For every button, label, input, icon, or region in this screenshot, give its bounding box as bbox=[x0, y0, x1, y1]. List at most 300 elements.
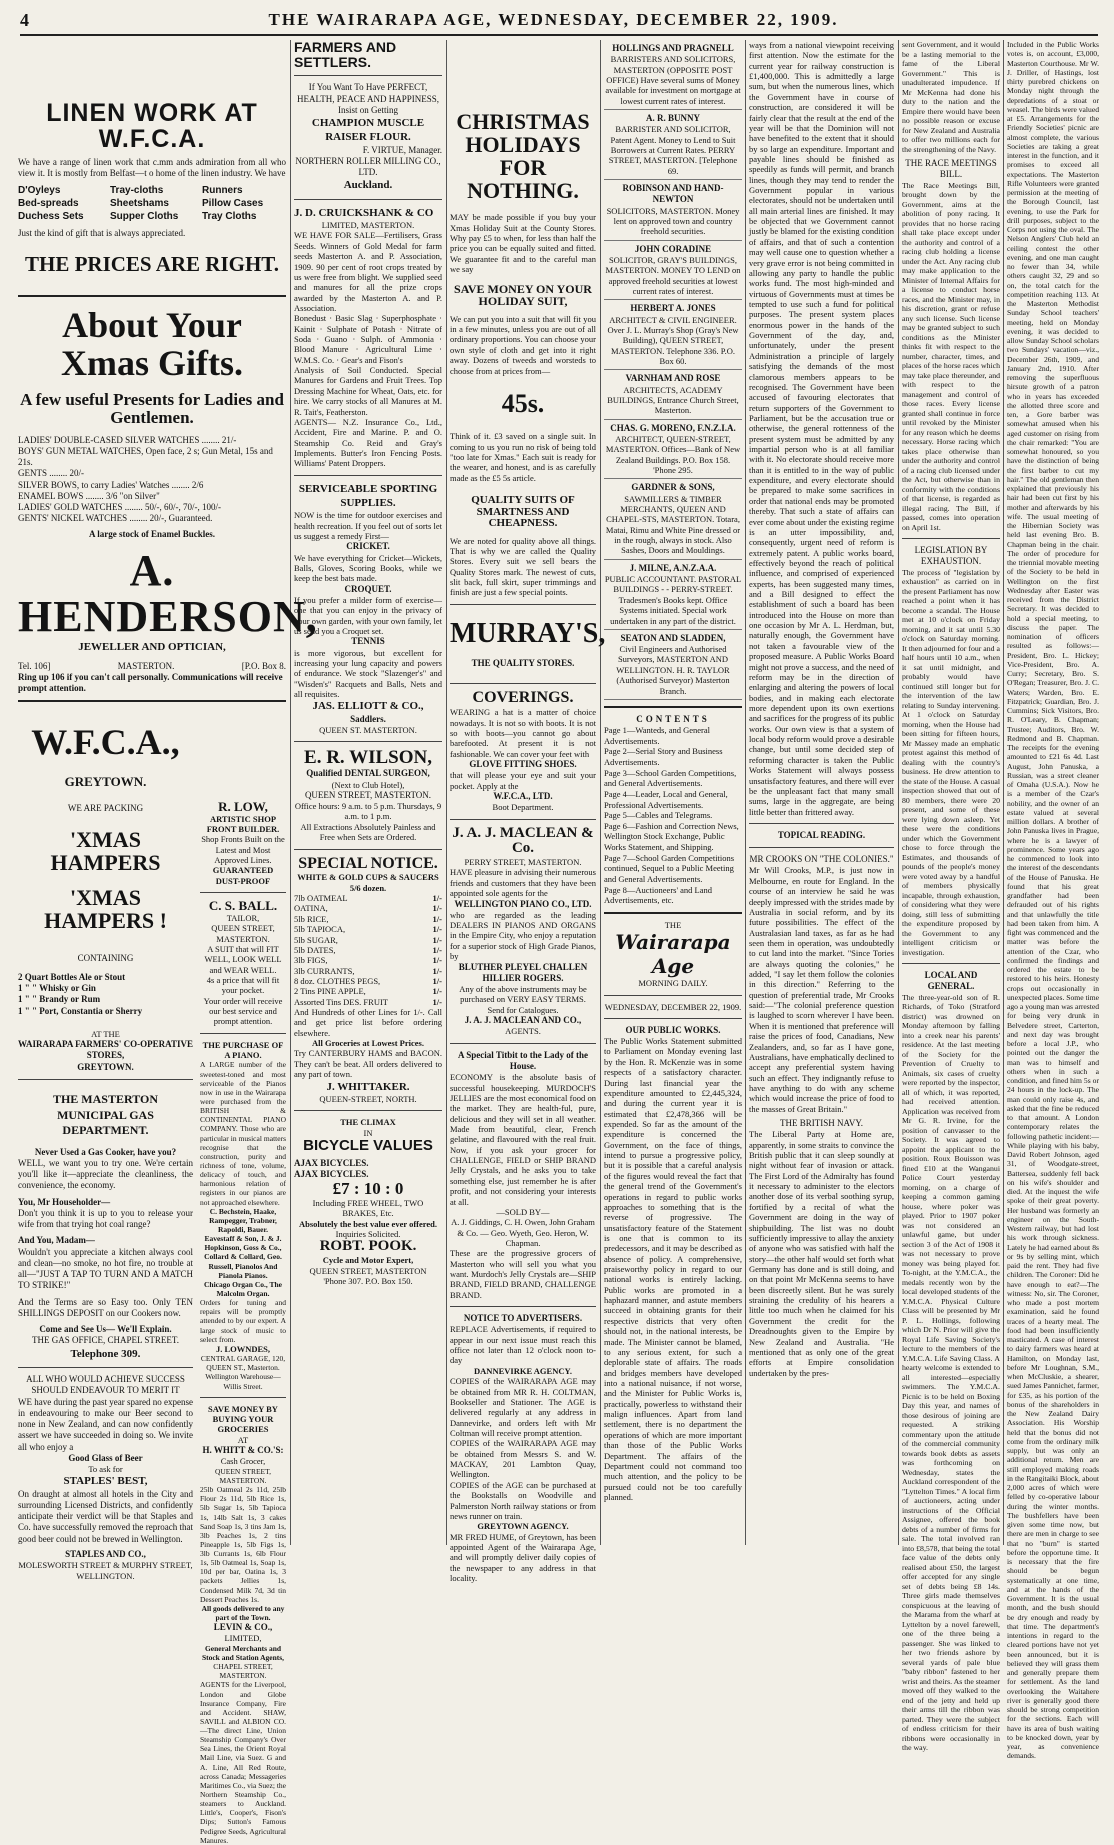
whitt-at: AT bbox=[237, 1434, 249, 1445]
topical: TOPICAL READING. bbox=[777, 829, 866, 840]
special-item-price: 1/- bbox=[432, 955, 442, 966]
sport-tennis-p: is more vigorous, but excellent for increasing your lung capacity and powers of endurance. We stock "Slazenger's" and "Wisden's" Racquets and Balls, Nets and all requisites. bbox=[294, 647, 442, 700]
special-item-name: 3lb FIGS, bbox=[294, 955, 328, 966]
ball-price: 4s a price that will fit your pocket. bbox=[206, 974, 280, 996]
special-item-name: 5lb RICE, bbox=[294, 913, 329, 924]
card-name: ROBINSON AND HAND-NEWTON bbox=[622, 183, 724, 205]
leader-cont: ways from a national viewpoint receiving first attention. Now the estimate for the current year for railway construction is £1,400,000. This is admittedly a large sum, but when the numerous lines, which the Government have in course of construction, are considered it will be fairly clear that the result at the end of the year will be that the Dominion will not have benefited to the extent that it should by so large an expenditure. Important and payable lines should be finished as speedily as funds will permit, and branch lines, though they may tend to render the Government popular in various electorates, should not be undertaken until all main arterial lines are finished. It may be objected that we Government cannot justly be blamed for the existing condition of affairs, and that of such a contention may well cause one to question whether a very grave error is not being committed in allowing any party to handle the public works fund. The most high-minded and virtuous of Governments must at times be tempted to use such a fund for political purposes. The present system places enormous power in the hands of the Government of the day, and, unfortunately, under the present Administration a principle of largely satisfying the demands of the most clamorous members appears to be recognised. The Government have been accused of favouring electorates that return supporters of the Government to Parliament, but be the accusation true or otherwise, the general rottenness of the present system must be admitted by any impartial person who is at all familiar with it. No electorate should receive more than it is entitled to in the way of public expenditure, and every electorate should be prepared to make some sacrifices in order that national ends may be promoted thereby. That such a state of affairs can ever come about under the existing regime is an utter impossibility, and, consequently, urgent need of reform is extremely patent. A public works board, effectively beyond the reach of political influence, and comprised of experienced experts, has been suggested many times, and a Bill designed to effect the establishment of such a board has been introduced into the House on more than one occasion by Mr A. L. Herdman, but, naturally enough, the Government have not taken a favourable view of the proposed measure. A Public Works Board might not prove a success, and the need of reform may be in the direction of enlarging and altering the powers of local bodies, and in making each electorate more dependent upon its own exertions and sacrifices for the progress of its public works. Our own view is that a system of local body reform would prove a desirable change, but until some decided step of reforming character is taken the Public Works Statement will always possess unsatisfactory features, and there will ever be the unpleasant fact that many small sums, large in the aggregate, are being little better than frittered away. bbox=[749, 40, 894, 817]
murray-name: MURRAY'S, bbox=[450, 617, 606, 649]
wfca-full: WAIRARAPA FARMERS' CO-OPERATIVE STORES, bbox=[18, 1039, 194, 1061]
quality-title: QUALITY SUITS OF SMARTNESS AND CHEAPNESS. bbox=[471, 493, 575, 530]
gas-p3: Wouldn't you appreciate a kitchen always cool and clean—no smoke, no hot fire, no trouble at all—"JUST A TAP TO TURN AND A MATCH TO STRIKE!" bbox=[18, 1246, 193, 1291]
notice-title: NOTICE TO ADVERTISERS. bbox=[463, 1313, 583, 1324]
tit-sellers: A. J. Giddings, C. H. Owen, John Graham & Co. — Geo. Wyeth, Geo. Heron, W. Chapman. bbox=[451, 1217, 595, 1248]
farmers-mill: NORTHERN ROLLER MILLING CO., LTD. bbox=[295, 155, 441, 178]
gas-p4: And the Terms are so Easy too. Only TEN SHILLINGS DEPOSIT on our Cookers now. bbox=[18, 1296, 193, 1318]
special-item bbox=[294, 955, 442, 965]
agents: AGENTS. bbox=[505, 1026, 541, 1037]
professional-card bbox=[604, 482, 742, 559]
contents-item: Page 3—School Garden Competitions, and General Advertisements. bbox=[604, 767, 737, 789]
wairarapa-p: COPIES of the WAIRARAPA AGE may be obtained from Messrs S. and W. MACKAY, 201 Lambton Quay, Wellington. bbox=[450, 1438, 596, 1480]
danne: DANNEVIRKE AGENCY. bbox=[474, 1365, 572, 1376]
paper-the: THE bbox=[664, 919, 682, 930]
farmers-flour: CHAMPION MUSCLE RAISER FLOUR. bbox=[311, 117, 425, 144]
special-item bbox=[294, 945, 442, 955]
local-title: LOCAL AND GENERAL. bbox=[924, 970, 978, 992]
wfca-name: W.F.C.A., bbox=[31, 722, 180, 763]
sport-cricket: CRICKET. bbox=[346, 541, 390, 552]
linen-item: Pillow Cases bbox=[202, 198, 264, 209]
special-item-name: Assorted Tins DES. FRUIT bbox=[294, 996, 388, 1007]
card-name: J. MILNE, A.N.Z.A.A. bbox=[629, 562, 717, 573]
gas-madam: And You, Madam— bbox=[18, 1235, 95, 1246]
ball-p: A SUIT that will FIT WELL, LOOK WELL and WEAR WELL. bbox=[204, 943, 282, 975]
tit-p2: These are the progressive grocers of Masterton who will sell you what you want. Murdoch's Jelly Crystals are—SHIP BRAND, FIELD BRAND, CHALLENGE BRAND. bbox=[450, 1248, 596, 1300]
column-rule bbox=[600, 40, 601, 1545]
levin-name: LEVIN & CO., bbox=[213, 1622, 273, 1633]
grey: GREYTOWN AGENCY. bbox=[477, 1521, 569, 1532]
grey-p: MR FRED HUME, of Greytown, has been appointed Agent of the Wairarapa Age, and will promptly deliver daily copies of the newspaper to any address in that locality. bbox=[450, 1531, 596, 1584]
column-rule bbox=[290, 40, 291, 1545]
sport-co: JAS. ELLIOTT & CO., bbox=[312, 700, 424, 713]
cruick-agents: AGENTS— N.Z. Insurance Co., Ltd., Accident, Fire and Marine. P. and O. Steamship Co. Reid and Gray's Implements. Butter's Iron Fencing Posts. Williams' Patent Droppers. bbox=[294, 416, 442, 469]
professional-card bbox=[604, 633, 742, 700]
levin-ltd: LIMITED, bbox=[224, 1633, 262, 1644]
levin-addr: CHAPEL STREET, MASTERTON. bbox=[213, 1662, 273, 1681]
professional-card bbox=[604, 373, 742, 419]
gas-you: You, Mr Householder— bbox=[18, 1196, 111, 1207]
staples-p2: On draught at almost all hotels in the City and surrounding Licensed Districts, and confidently anticipate their verdict will be that Staples and Co. have successfully removed the reproach that good beer could not be brewed in Wellington. bbox=[18, 1488, 193, 1544]
page-number: 4 bbox=[20, 9, 29, 30]
special-sub: WHITE & GOLD CUPS & SAUCERS 5/6 dozen. bbox=[297, 872, 439, 893]
card-body: SOLICITOR, GRAY'S BUILDINGS, MASTERTON. MONEY TO LEND on approved freehold securities at lowest current rates of interest. bbox=[605, 254, 741, 296]
column-7 bbox=[1007, 40, 1100, 1761]
whitt-sub: Cash Grocer, bbox=[220, 1456, 266, 1467]
whitt-del: All goods delivered to any part of the Town. bbox=[201, 1603, 285, 1623]
professional-card bbox=[604, 563, 742, 630]
low-dust: GUARANTEED DUST-PROOF bbox=[212, 865, 274, 886]
leader-p1: The Public Works Statement submitted to Parliament on Monday evening last by the Hon. R. McKenzie was in some respects of a satisfactory character. During last financial year the expenditure amounted to £2,445,324, and during the current year it is estimated that £2,478,366 will be expended. So far as the amount of the expenditure is concerned the Government, on the face of things, intend to pursue a progressive policy, but it is possible that a careful analysis of the figures would reveal the fact that the general trend of the Government's operations in regard to public works approaches to something that is the reverse of progressive. The unsatisfactory feature of the Statement is one that is common to its predecessors, and it may be described as absence of policy. A comprehensive, praiseworthy policy in regard to our national works is entirely lacking. Public works are promoted in a haphazard manner, and astute members succeed in obtaining grants for their respective districts that very often should not, in the national interests, be made. The Minister cannot be blamed, to any serious extent, for such a deplorable state of affairs. The roads and bridges members have developed into a national nuisance, if not worse, and the Minister for Public Works is, practically, powerless to withstand their malign influences. Apart from land settlement, there is no department the operations of which are more important than those of the Public Works Department. The affairs of the Department could not command too much attention, and the policy to be pursued could not be too carefully planned. bbox=[604, 1036, 742, 1502]
card-body: ARCHITECT, QUEEN-STREET, MASTERTON. Offices—Bank of New Zealand Buildings. P.O. Box 158. 'Phone 295. bbox=[605, 433, 741, 476]
maclean: J. A. J. MACLEAN & Co. bbox=[452, 824, 594, 857]
special-item-name: 5lb TAPIOCA, bbox=[294, 924, 346, 935]
special-item-name: 8 doz. CLOTHES PEGS, bbox=[294, 975, 381, 986]
ball-addr: QUEEN STREET, MASTERTON. bbox=[211, 923, 275, 944]
ball-name: C. S. BALL. bbox=[208, 898, 278, 914]
staples-ask: To ask for bbox=[88, 1464, 123, 1474]
special-item-price: 1/- bbox=[432, 965, 442, 976]
special-item bbox=[294, 976, 442, 986]
pook-phone: 'Phone 307. P.O. Box 150. bbox=[323, 1275, 413, 1286]
contents-item: Page 4—Leader, Local and General, Professional Advertisements. bbox=[604, 788, 728, 810]
linen-item: Runners bbox=[202, 185, 243, 196]
column-3 bbox=[450, 40, 606, 1584]
special-p: And Hundreds of other Lines for 1/-. Call and get price list before ordering elsewhere. bbox=[294, 1007, 442, 1038]
cover-p: WEARING a hat is a matter of choice nowadays. It is not so with boots. It is not so with boots—you cannot go about barefooted. At present it is not fashionable. We can cover your feet with bbox=[450, 707, 596, 759]
farmers-insist: Insist on Getting bbox=[338, 104, 398, 115]
henderson-contact bbox=[18, 661, 286, 672]
copies-p: COPIES of the AGE can be purchased at the Bookstalls on Woodville and Palmerston North railway stations or from news runner on train. bbox=[450, 1479, 596, 1521]
glove: GLOVE FITTING SHOES. bbox=[469, 759, 577, 769]
price: 45s. bbox=[501, 388, 545, 418]
gas-tel: Telephone 309. bbox=[70, 1347, 141, 1360]
sport-p: NOW is the time for outdoor exercises and health recreation. If you feel out of sorts let us suggest a remedy First— bbox=[294, 510, 442, 541]
linen-prices: THE PRICES ARE RIGHT. bbox=[25, 252, 279, 277]
linen-item: Tray-cloths bbox=[110, 185, 164, 196]
card-body: PUBLIC ACCOUNTANT. PASTORAL BUILDINGS - - PERRY-STREET. Tradesmen's Books kept. Office Systems initiated. Special work undertaken in any part of the district. bbox=[604, 574, 742, 626]
ajax-best: Absolutely the best value ever offered. bbox=[298, 1218, 438, 1229]
whitt-addr: QUEEN STREET, MASTERTON. bbox=[214, 1466, 272, 1485]
piano-list: C. Bechstein, Haake, Rampegger, Trabner, Rapoldi, Bauer. bbox=[209, 1206, 277, 1234]
card-body: BARRISTER AND SOLICITOR, Patent Agent. Money to Lend to Suit Borrowers at Current Rates. PERRY STREET, MASTERTON. [Telephone 69. bbox=[608, 124, 738, 176]
think-p: Think of it. £3 saved on a single suit. In coming to us you run no risk of being told "too late for Xmas." Each suit is ready for the wearer, and honest, and is as carefully made as the £5 5s article. bbox=[450, 431, 596, 483]
special-item bbox=[294, 893, 442, 903]
special-item bbox=[294, 966, 442, 976]
wilson-next: (Next to Club Hotel), bbox=[331, 779, 405, 790]
column-6 bbox=[902, 40, 1000, 1752]
linen-intro: We have a range of linen work that c.mm ands admiration from all who view it. It is mostly from Belfast—t o home of the linen industry. We have bbox=[18, 156, 286, 178]
pook-addr: QUEEN STREET, MASTERTON bbox=[309, 1265, 427, 1276]
hamper-items bbox=[18, 972, 193, 1017]
special-item-price: 1/- bbox=[432, 903, 442, 914]
special-list bbox=[294, 893, 442, 1007]
special-item-price: 1/- bbox=[432, 893, 442, 904]
pook: ROBT. POOK. bbox=[319, 1238, 417, 1255]
contents-item: Page 8—Auctioneers' and Land Advertisements, etc. bbox=[604, 884, 712, 906]
leg-title: LEGISLATION BY EXHAUSTION. bbox=[914, 545, 988, 567]
gift-item: GENTS ........ 20/- bbox=[18, 468, 84, 479]
column-4 bbox=[604, 40, 742, 1545]
special-item bbox=[294, 924, 442, 934]
whitt-name: H. WHITT & CO.'S: bbox=[202, 1445, 284, 1456]
gift-item: LADIES' DOUBLE-CASED SILVER WATCHES ........ 21/- bbox=[18, 434, 237, 445]
special-groc: All Groceries at Lowest Prices. bbox=[312, 1038, 424, 1049]
tit-title: A Special Titbit to the Lady of the House. bbox=[458, 1049, 588, 1071]
ajax-2: AJAX bbox=[294, 1168, 318, 1179]
staples-p: WE have during the past year spared no expense in endeavouring to make our Beer second to none in New Zealand, and can now confidently assert we have succeeded in doing so. We invite all who enjoy a bbox=[18, 1396, 193, 1452]
hamper-item: 1 " " Brandy or Rum bbox=[18, 994, 101, 1005]
card-name: HOLLINGS AND PRAGNELL bbox=[612, 43, 734, 53]
special-item-price: 1/- bbox=[432, 913, 442, 924]
card-name: VARNHAM AND ROSE bbox=[625, 373, 721, 384]
navy-p: The Liberal Party at Home are, apparently, in some straits to convince the British public that it can sleep soundly at night without fear of invasion or attack. The First Lord of the Admiralty has found it necessary to administer to the electors another dose of its verbal soothing syrup, fortified by a recital of what the Government are doing in the way of shipbuilding. The list was no doubt sufficiently impressive to allay the anxiety of anyone who was satisfied with half the story—the other half would set forth what Germany has done and is still doing, and on that point Mr McKenna seems to have been discreetly silent. But he was surely straining the credulity of his hearers a little too much when he claimed for his Government the credit for the Dreadnoughts given to the Empire by New Zealand and Australia. "He mentioned that as only one of the great efforts at Empire consolidation undertaken by the pres- bbox=[749, 1129, 894, 1378]
cruick-name: J. D. CRUICKSHANK & CO bbox=[294, 206, 434, 219]
henderson-town: MASTERTON. bbox=[117, 660, 175, 671]
sport-cricket-p: We have everything for Cricket—Wickets, Balls, Gloves, Scoring Books, while we keep the best bats made. bbox=[294, 552, 442, 584]
race-p: The Race Meetings Bill, brought down by the Government, aims at the abolition of pony racing. It provides that no horse racing shall take place except under the authority and control of a racing club holding a license under the Act. Any racing club may make application to the Minister of Internal Affairs for a license to conduct horse races, and the Minister may, in his discretion, grant or refuse any such license. Such license may be granted subject to such conditions as the Minister thinks fit with respect to the number, character, times, and places of the horse races which may take place thereunder, and with respect to the management and control of those races. Every license granted shall continue in force until revoked by the Minister for any reason which he deems necessary. Horse racing which takes place otherwise than under the authority and control of a racing club licensed under the Act, but otherwise than in conformity with the conditions of that license, is regarded as illegal racing. The Bill, if passed, comes into operation on April 1st. bbox=[902, 180, 1000, 532]
staples-addr: MOLESWORTH STREET & MURPHY STREET, bbox=[18, 1560, 193, 1571]
special-item-name: 7lb OATMEAL bbox=[294, 893, 348, 904]
tit-p: ECONOMY is the absolute basis of successful housekeeping. MURDOCH'S JELLIES are the most economical food on the market. They are health-ful, pure, delicious and they will set in all weather. Made from beautiful, clear, French gelatine, and flavoured with the real fruit. Now, if you ask your grocer for CHALLENGE, FIELD or SHIP BRAND Jelly Crystals, and he asks you to take something else, just remember he is after profit, and not considering your interests at all. bbox=[450, 1072, 596, 1207]
staples-best: STAPLES' BEST, bbox=[63, 1475, 148, 1488]
navy-cont: sent Government, and it would be a lasting memorial to the fame of the Liberal Government." This is unadulterated impudence. If Mr McKenna had done his duty to the nation and the Empire there would have been no possible reason or excuse for New Zealand and Australia to offer two millions each for the strengthening of the Navy. bbox=[902, 40, 1000, 154]
special-item-name: 2 Tins PINE APPLE, bbox=[294, 986, 366, 997]
staples-city: WELLINGTON. bbox=[76, 1570, 135, 1581]
sport-croquet: CROQUET. bbox=[344, 583, 392, 594]
levin-sub: General Merchants and Stock and Station Agents, bbox=[201, 1643, 285, 1662]
coverings: COVERINGS. bbox=[472, 689, 574, 707]
gift-item: BOYS' GUN METAL WATCHES, Open face, 2 s; Gun Metal, 15s and 21s. bbox=[18, 445, 273, 468]
special-title: SPECIAL NOTICE. bbox=[298, 854, 438, 872]
whittaker: J. WHITTAKER. bbox=[326, 1080, 410, 1093]
special-item bbox=[294, 935, 442, 945]
pook-sub: Cycle and Motor Expert, bbox=[322, 1255, 414, 1266]
ajax-row bbox=[294, 1158, 442, 1169]
lowndes: J. LOWNDES, bbox=[215, 1343, 271, 1354]
race-title: THE RACE MEETINGS BILL. bbox=[905, 158, 997, 180]
hamper-item: 1 " " Port, Constantia or Sherry bbox=[18, 1005, 143, 1016]
ajax-incl: Including FREE WHEEL, TWO BRAKES, Etc. bbox=[312, 1198, 424, 1219]
levin-p: AGENTS for the Liverpool, London and Globe Insurance Company, Fire and Accident. SHAW, SAVILL and ALBION CO.—The direct Line, Union Steamship Company's Over Sea Lines, the Orient Royal Mail Line, via Suez. G and A. Line, All Red Route, across Canada; Messageries Maritimes Co., via Suez; the Northern Steamship Co., steamers to Auckland. Little's, Cooper's, Fison's Dips; Sutton's Famous Pedigree Seeds, Agricultural Manures. bbox=[200, 1680, 286, 1845]
card-name: CHAS. G. MORENO, F.N.Z.I.A. bbox=[610, 422, 736, 433]
card-name: A. R. BUNNY bbox=[646, 113, 700, 124]
special-item bbox=[294, 986, 442, 996]
henderson-ring: Ring up 106 if you can't call personally. Communications will receive prompt attention. bbox=[18, 671, 283, 693]
contents-title: CONTENTS bbox=[636, 713, 710, 724]
linen-item: Tray Cloths bbox=[202, 211, 257, 222]
ajax-bic-2: BICYCLES. bbox=[320, 1168, 369, 1179]
leader-title: OUR PUBLIC WORKS. bbox=[625, 1024, 721, 1035]
staples-co: STAPLES AND CO., bbox=[65, 1548, 146, 1559]
xmas-holidays-title: CHRISTMAS HOLIDAYS FOR NOTHING. bbox=[456, 109, 590, 204]
ajax-bic-1: BICYCLES. bbox=[320, 1157, 369, 1168]
column-rule bbox=[745, 40, 746, 1545]
xmas-gifts-list bbox=[18, 435, 286, 525]
henderson-box: [P.O. Box 8. bbox=[241, 660, 286, 671]
sport-co2: Saddlers. bbox=[350, 713, 386, 724]
send: Send for Catalogues. bbox=[487, 1004, 559, 1015]
piano-title: THE PURCHASE OF A PIANO. bbox=[202, 1039, 284, 1061]
cruick-sub: LIMITED, MASTERTON. bbox=[321, 220, 415, 231]
wfca-packing: WE ARE PACKING bbox=[67, 802, 144, 813]
contents-item: Page 7—School Garden Competitions continued, Sequel to a Public Meeting and General Advertisements. bbox=[604, 852, 735, 884]
farmers-city: Auckland. bbox=[343, 179, 393, 192]
glove-p: that will please your eye and suit your pocket. Apply at the bbox=[450, 770, 596, 791]
piano-list2: Eavestaff & Son, J. & J. Hopkinson, Goss & Co., Collard & Collard, Geo. Russell, Pianolos And Pianola Pianos. bbox=[204, 1234, 282, 1280]
wilson-name: E. R. WILSON, bbox=[304, 747, 432, 769]
staples-head: ALL WHO WOULD ACHIEVE SUCCESS SHOULD ENDEAVOUR TO MERIT IT bbox=[26, 1374, 185, 1396]
murray-sub: THE QUALITY STORES. bbox=[471, 658, 575, 669]
henderson-name: A. HENDERSON, bbox=[18, 545, 318, 642]
bluther: BLUTHER PLEYEL CHALLEN HILLIER ROGERS. bbox=[458, 961, 588, 983]
card-body: Civil Engineers and Authorised Surveyors, MASTERTON AND WELLINGTON. H. R. TAYLOR (Authorised Surveyor) Masterton Branch. bbox=[616, 644, 730, 696]
climax-the: THE CLIMAX bbox=[340, 1117, 396, 1128]
paper-daily: MORNING DAILY. bbox=[638, 978, 708, 989]
xmas-hampers-1: 'XMAS HAMPERS bbox=[50, 827, 161, 876]
farmers-p: If You Want To Have PERFECT, HEALTH, PEACE AND HAPPINESS, bbox=[297, 82, 439, 104]
maclean-addr: PERRY STREET, MASTERTON. bbox=[464, 857, 582, 868]
linen-item: Duchess Sets bbox=[18, 211, 84, 222]
whitt-save: SAVE MONEY BY BUYING YOUR GROCERIES bbox=[208, 1403, 278, 1435]
special-item bbox=[294, 903, 442, 913]
wfca-town: GREYTOWN. bbox=[64, 774, 147, 790]
wilson-hours: Office hours: 9 a.m. to 5 p.m. Thursdays, 9 a.m. to 1 p.m. bbox=[294, 801, 442, 822]
danne-p: COPIES of the WAIRARAPA AGE may be obtained from MR R. H. COLTMAN, Bookseller and Stationer. The AGE is delivered regularly at any address in Dannevirke, and orders left with Mr Coltman will receive prompt attention. bbox=[450, 1376, 596, 1438]
farmers-title: FARMERS AND SETTLERS. bbox=[294, 39, 397, 70]
professional-card bbox=[604, 244, 742, 301]
gift-item: ENAMEL BOWS ........ 3/6 "on Silver" bbox=[18, 490, 160, 501]
contents-item: Page 5—Cables and Telegrams. bbox=[604, 810, 713, 821]
card-name: SEATON AND SLADDEN, bbox=[620, 632, 726, 643]
wilson-note: All Extractions Absolutely Painless and Free when Sets are Ordered. bbox=[300, 821, 436, 843]
special-item-name: OATINA, bbox=[294, 903, 328, 914]
gas-office: THE GAS OFFICE, CHAPEL STREET. bbox=[31, 1335, 179, 1346]
sport-addr: QUEEN ST. MASTERTON. bbox=[319, 724, 417, 735]
wellington: WELLINGTON PIANO CO., LTD. bbox=[454, 898, 592, 909]
ball-note: Your order will receive our best service and prompt attention. bbox=[203, 995, 283, 1027]
piano-p: A LARGE number of the sweetest-toned and most serviceable of the Pianos now in use in the Wairarapa were purchased from the BRITISH & CONTINENTAL PIANO COMPANY. Those who are particular in musical matters recognise that the construction, purity and richness of tone, volume, delicacy of touch, and harmonious relation of registers in our pianos are not approached elsewhere. bbox=[200, 1060, 286, 1207]
professional-card bbox=[604, 303, 742, 370]
card-body: SOLICITORS, MASTERTON. Money lent on approved town and country freehold securities. bbox=[606, 205, 740, 237]
gift-item: SILVER BOWS, to carry Ladies' Watches ........ 2/6 bbox=[18, 479, 204, 490]
low-name: R. LOW, bbox=[218, 799, 268, 814]
masthead bbox=[20, 6, 1098, 36]
enamel-buckles: A large stock of Enamel Buckles. bbox=[89, 528, 215, 539]
containing: CONTAINING bbox=[77, 952, 134, 963]
gas-p1: WELL, we want you to try one. We're certain you'll like it—appreciate the cleanliness, the convenience, the economy. bbox=[18, 1157, 193, 1191]
card-name: GARDNER & SONS, bbox=[631, 482, 715, 493]
column-low bbox=[200, 799, 286, 1845]
whittaker-addr: QUEEN-STREET, NORTH. bbox=[319, 1093, 417, 1104]
special-item-price: 1/- bbox=[432, 975, 442, 986]
special-item-name: 5lb SUGAR, bbox=[294, 934, 338, 945]
whitt-list: 25lb Oatmeal 2s 11d, 25lb Flour 2s 11d, 5lb Rice 1s, 5lb Sugar 1s, 5lb Tapioca 1s, 14lb Salt 1s, 3 cakes Sand Soap 1s, 3 tins Jam 1s, 3lb Peaches 1s, 2 tins Pineapple 1s, 5lb Figs 1s, 3lb Currants 1s, 6lb Flour 1s, 5lb Oatmeal 1s, Soap 1s, 10d per bar, Oatina 1s, 3 packets Jellies 1s, Condensed Milk 7d, 3d tin Dessert Peaches 1s. bbox=[200, 1485, 286, 1604]
local-p: The three-year-old son of R. Richards, of Toko (Stratford district) was drowned on Monday afternoon by falling into a creek near his parents' residence. At the last meeting of the Society for the Prevention of Cruelty to Animals, six cases of cruelty were reported by the inspector, all of which, it was reported, had received attention. Application was received from Mr G. R. Irvine, for the position of canvasser to the Society. It was agreed to appoint the applicant to the position. Roux Bouisson was fined £10 at the Wanganui Police Court yesterday morning, on a charge of keeping a common gaming house, where poker was played. Prior to 1907 poker was not considered an unlawful game, but under section 3 of the Act of 1908 it was not necessary to prove money was being played for. To-night, at the Y.M.C.A., the medals recently won by the local developed students of the Y.M.C.A. Physical Culture Class will be presented by Mr P. L. Hollings, following which Dr N. Prior will give the Royal Life Saving Society's lecture to the members of the Y.M.C.A. Life Saving Class. A hearty welcome is extended to all interested—especially swimmers. The Y.M.C.A. Picnic is to be held on Boxing Day this year, and names of those desirous of joining are requested. A striking commentary upon the attitude of the commercial community towards book debts as assets was forthcoming on Wednesday, states the Auckland correspondent of the "Lyttelton Times." A local firm of auctioneers, acting under instructions of the Official Assignee, offered the book debts of a number of firms for sale. The total involved ran into £8,578, that being the total face value of the debts only realised about £50, the largest offer accepted for any single set of debts being £8 14s. Three girls made themselves conspicuous at the leaving of the Marama from the wharf at Lyttelton by a novel farewell, one of the three being a passenger. She was linked to her two friends ashore by several yards of pale blue "baby ribbon" fastened to her wrist and theirs. As the steamer moved off they walked to the end of the jetty and held up their arms till the ribbon was parted. They were the subject of endless criticism for their ribbons were occasionally in the way. bbox=[902, 992, 1000, 1752]
save-p: We can put you into a suit that will fit you in a few minutes, unless you are out of all ordinary proportions. You can choose your own style of cloth and get into it right away. Dozens of tweeds and worsteds to choose from at prices from— bbox=[450, 313, 596, 376]
gift-item: GENTS' NICKEL WATCHES ........ 20/-, Guaranteed. bbox=[18, 513, 213, 524]
at-the: AT THE bbox=[91, 1028, 120, 1039]
farmers-sig: F. VIRTUE, Manager. bbox=[362, 144, 442, 155]
special-item-price: 1/- bbox=[432, 924, 442, 935]
card-body: BARRISTERS AND SOLICITORS, MASTERTON (OPPOSITE POST OFFICE) Have several sums of Money available for investment on mortgage at lowest current rates of interest. bbox=[605, 54, 741, 106]
ajax-1: AJAX bbox=[294, 1157, 318, 1168]
contents-list bbox=[604, 725, 742, 906]
wellington-p: who are regarded as the leading DEALERS IN PIANOS AND ORGANS in the Empire City, who enjoy a reputation for a superior stock of High Grade Pianos, by bbox=[450, 909, 596, 962]
xmas-hampers-2: 'XMAS HAMPERS ! bbox=[44, 885, 167, 934]
card-body: SAWMILLERS & TIMBER MERCHANTS, QUEEN AND CHAPEL-STS, MASTERTON. Totara, Matai, Rimu and White Pine dressed or in the rough, always in stock. Also Sashes, Doors and Mouldings. bbox=[605, 493, 741, 556]
notice-p: REPLACE Advertisements, if required to appear in our next issue must reach this office not later than 12 o'clock noon to-day bbox=[450, 1324, 596, 1366]
lowndes-addr: CENTRAL GARAGE, 120, QUEEN ST., Masterton. bbox=[200, 1354, 286, 1373]
professional-card bbox=[604, 423, 742, 480]
gas-title: THE MASTERTON MUNICIPAL GAS DEPARTMENT. bbox=[52, 1091, 159, 1138]
cruick-list: Bonedust · Basic Slag · Superphosphate · Kainit · Sulphate of Potash · Nitrate of Soda · Guano · Sulph. of Ammonia · Blood Manure · Agricultural Lime · W.M.S. Co. · Gear's and Fison's bbox=[294, 313, 442, 365]
tit-sold: —SOLD BY— bbox=[496, 1206, 550, 1217]
piano-p2: Orders for tuning and repairs will be promptly attended to by our expert. A large stock of music to select from. bbox=[200, 1298, 286, 1344]
linen-item: Bed-spreads bbox=[18, 198, 79, 209]
maclean2: J. A. J. MACLEAN AND CO., bbox=[464, 1015, 582, 1026]
linen-item: Sheetshams bbox=[110, 198, 169, 209]
hamper-item: 2 Quart Bottles Ale or Stout bbox=[18, 971, 126, 982]
card-body: ARCHITECT & CIVIL ENGINEER. Over J. L. Murray's Shop (Gray's New Building), QUEEN STREET, MASTERTON. Telephone 336. P.O. Box 60. bbox=[607, 314, 739, 367]
professional-card bbox=[604, 183, 742, 241]
ajax-inq: Inquiries Solicited. bbox=[335, 1229, 401, 1240]
contents-item: Page 2—Serial Story and Business Advertisements. bbox=[604, 746, 723, 768]
column-rule bbox=[446, 40, 447, 1545]
card-name: HERBERT A. JONES bbox=[630, 303, 716, 314]
paper-name: Wairarapa Age bbox=[615, 930, 731, 979]
linen-title: LINEN WORK AT W.F.C.A. bbox=[46, 99, 258, 154]
special-item-price: 1/- bbox=[432, 996, 442, 1007]
issue-date: WEDNESDAY, DECEMBER 22, 1909. bbox=[604, 1001, 742, 1012]
professional-card bbox=[604, 43, 742, 110]
save-title: SAVE MONEY ON YOUR HOLIDAY SUIT, bbox=[454, 281, 592, 309]
climax-title: BICYCLE VALUES bbox=[303, 1136, 433, 1154]
wilson-addr: QUEEN STREET, MASTERTON. bbox=[304, 789, 432, 800]
lowndes-wh: Wellington Warehouse—Willis Street. bbox=[205, 1372, 281, 1391]
special-item-name: 3lb CURRANTS, bbox=[294, 965, 355, 976]
special-item bbox=[294, 914, 442, 924]
linen-items bbox=[18, 185, 286, 222]
xmas-holidays-p: MAY be made possible if you buy your Xmas Holiday Suit at the County Stores. Why pay £5 to when, for less than half the price you can be equally suited and fitted. We guarantee fit and to the careful man we say bbox=[450, 212, 596, 275]
column-rule bbox=[898, 40, 899, 1545]
gas-come: Come and See Us— We'll Explain. bbox=[39, 1324, 172, 1335]
special-item-price: 1/- bbox=[432, 944, 442, 955]
ball-trade: TAILOR, bbox=[226, 912, 260, 923]
wfca-full-town: GREYTOWN. bbox=[77, 1061, 134, 1072]
leg-p: The process of "legislation by exhaustion" as carried on in the present Parliament has now reached a point when it has become a scandal. The House met at 10 o'clock on Friday morning, and it sat until 5.30 o'clock on Saturday morning. It then adjourned for four and a half hours until 10 a.m., when it sat until midnight, and probably would have continued still longer but for the intervention of the law relating to Sunday intervening. At 1 o'clock on Saturday morning, when the House had been sitting for fifteen hours, Mr Massey made an emphatic protest against this method of dealing with the country's business. He drew attention to the state of the House. A casual inspection showed that out of 80 members, there were 20 present, and some of these were lying down asleep. Yet these were the conditions under which the Government chose to force through the Estimates, and thousands of pounds of the people's money were voted away by a handful of members physically incapable, through exhaustion, of considering what they were doing, still less of submitting the expenditure proposed by the Government to any intelligent criticism or investigation. bbox=[902, 567, 1000, 957]
climax-in: IN bbox=[363, 1127, 373, 1138]
glove-dept: Boot Department. bbox=[492, 802, 554, 813]
sport-tennis: TENNIS bbox=[351, 636, 385, 647]
gas-p2: Don't you think it is up to you to release your wife from that trying hot coal range? bbox=[18, 1207, 193, 1230]
crooks-p: Mr Will Crooks, M.P., is just now in Melbourne, en route for England. In the course of an interview he said he was deeply impressed with the strides made by Australia in social reform, and by its future possibilities. The effect of the Australasian land taxes, as far as he had seen them in operation, was undoubtedly to cut land into the market. "Since Tories are always quoting the colonies," he added, "I say let them follow the colonies in this direction." Referring to the question of preferential trade, Mr Crooks said:—"The colonial preference question is laughed to scorn wherever I have been. When it is mentioned that preference will raise the prices of food, Canadians, New Zealanders, and, so far as I have gone, Australians, have emphatically declined to accept any preferential system having such an effect. They indignantly refuse to have anything to do with any scheme which would increase the price of food to the masses of Great Britain." bbox=[749, 865, 894, 1114]
any-p: Any of the above instruments may be purchased on VERY EASY TERMS. bbox=[459, 984, 587, 1005]
card-name: JOHN CORADINE bbox=[634, 243, 712, 254]
special-item-price: 1/- bbox=[432, 934, 442, 945]
professional-card bbox=[604, 113, 742, 180]
special-item-name: 5lb DATES, bbox=[294, 944, 336, 955]
xmas-gifts-subtitle: A few useful Presents for Ladies and Gentlemen. bbox=[20, 389, 284, 427]
linen-note: Just the kind of gift that is always appreciated. bbox=[18, 228, 186, 238]
piano-organ: Chicago Organ Co., The Malcolm Organ. bbox=[204, 1279, 282, 1298]
column-rule bbox=[1003, 40, 1004, 1545]
hamper-item: 1 " " Whisky or Gin bbox=[18, 983, 96, 994]
local-cont: Included in the Public Works votes is, on account, £3,000, Masterton Courthouse. Mr W. J. Driller, of Hastings, lost thirty purebred chickens on Monday night through the depredations of a stoat or weasel. The birds were valued at £5. Arrangements for the Friendly Societies' picnic are almost complete, the various Societies are taking a great interest in the function, and it promises to exceed all expectations. The Masterton Rifle Volunteers were granted permission at the meeting of the Borough Council, last evening, to use the Park for drill purposes, subject to the Corps not using the oval. The Nelson Anglers' Club held an ceiling contest the other evening, and one man caught no fewer than 34, while others caught 32, 29 and so on, the total catch for the competition reaching 113. At the Masterton Methodist Sunday School teachers' meeting, held on Monday evening, it was decided to allow Sunday School scholars two Sundays' vacation—viz., December 26th, 1909, and January 2nd, 1910. After removing the superfluous hirsute growth of a patron who in years has exceeded the allotted three score and ten, a Gore barber was somewhat amused when his aged customer on rising from the chair remarked: "You are somewhat honoured, so you have the distinction of being the first barber to cut my hair." The old gentleman then explained that previously his hair had been cut first by his mother and afterwards by his wife. The usual meeting of the Hibernian Society was held last evening Bro. B. Chapman being in the chair. The order of procedure for the triennial movable meeting of the Society to be held in Wellington on the first Wednesday after Easter was received from the District Secretary. It was decided to hold a special meeting, to discuss the paper. The nomination of officers resulted as follows:—President, Bro. L. Hickey; Vice-President, Bro. A. Curry; Secretary, Bro. S. O'Regan; Treasurer, Bro. J. C. Waters; Warden, Bro. E. Fitzpatrick; Guardian, Bro. J. Cummins; Sick Visitors, Bro. R. O'Leary, B. Chapman; Trustee; Auditors, Bro. W. Redmond and B. Chapman. The receipts for the evening amounted to £21 6s 4d. Last August, John Panuska, a Russian, was a street cleaner of Omaha (U.S.A.). Now he is a member of the Czar's nobility, and the owner of an estate valued at several million dollars. A brother of John Panuska lives in Prague, where he is a lawyer of prominence. Some years ago he commenced to look into the interest of the descendants of the House of Panuska. He found that his great grandfather had been defrauded out of his rights and that unlawfully the title had been taken from him. A fight was commenced and the matter was before the attention of the Czar, who confirmed the findings and ordered the estate to be restored to his heirs. Honesty crops out occasionally in unexpected places. Some time ago a young man was arrested for being very drunk in Belvedere street, Carterton, and next day was brought before a local J.P., who pointed out the danger the man was to himself and others when in such a condition, and fined him 5s or 24 hours in the lock-up. The man could only raise 4s, and asked that the fine be reduced to that amount. A London contemporary relates the following pathetic incident:—While playing with his baby, David Robert Johnson, aged 31, of Woodgate-street, Battersea, suddenly fell back on his wife's shoulder and died. At the inquest the wife spoke of their great poverty. Her husband was formerly an engineer on the South-Western railway, but had lost his work through sickness. Lately he had earned about 8s or 9s by selling mint, which paid the rent. They had five children. The Coroner: Did he have enough to eat?—The witness: No, sir. The Coroner, who made a post mortem examination, said he found traces of a hearty meal. The food had been insufficiently masticated. A case of interest to dairy farmers was heard at Hamilton, on Monday last, before Mr Loughnan, S.M., when McCluskie, a shearer, sued James Pannichet, farmer, for £35, as his portion of the bonus of the shareholders in the New Zealand Dairy Association. His Worship held that the bonus did not come from the ordinary milk supply, but was only an additional return. Men are still employed making roads in the Rangitaiki Block, about 2,000 acres of which were felled by co-operative labour during the winter months. The bushfellers have been given some time now, but there are men in charge to see that no "burn" is started before the opportune time. It is necessary that the fire should be begun systematically at one time, and at the hands of the Government. It is the usual month, and the bush should be dry enough and ready by that time. The department's intentions in regard to the cleared portions have not yet been announced, but it is believed they will grass them and generally prepare them for settlement. As the land overlooking the Waitahere river is generally good there should be strong competition for the sections. Each will have its area of bush waiting to be knocked down, year by year, as convenience demands. bbox=[1007, 40, 1100, 1761]
navy-title: THE BRITISH NAVY. bbox=[780, 1118, 863, 1129]
cruick-p2: Analysis of Soil Conducted. Special Manures for Gardens and Fruit Trees. Top Dressing Machine for Wheat, Oats, etc. for hire. We carry stocks of all Manures at M. R. Tait's, Featherston. bbox=[294, 365, 442, 417]
low-note: Shop Fronts Built on the Latest and Most Approved Lines. bbox=[201, 834, 285, 866]
special-p2: Try CANTERBURY HAMS and BACON. They can't be beat. All orders delivered to any part of town. bbox=[294, 1048, 442, 1080]
contents-item: Page 6—Fashion and Correction News, Wellington Stock Exchange, Public Works Statement, and Shipping. bbox=[604, 820, 739, 853]
glove-co: W.F.C.A., LTD. bbox=[493, 790, 553, 801]
henderson-tel: Tel. 106] bbox=[18, 660, 51, 671]
wilson-sub: Qualified DENTAL SURGEON, bbox=[306, 768, 430, 779]
crooks-title: MR CROOKS ON "THE COLONIES." bbox=[749, 854, 894, 865]
xmas-gifts-title: About Your Xmas Gifts. bbox=[61, 305, 243, 384]
professional-cards bbox=[604, 43, 742, 700]
column-5 bbox=[749, 40, 894, 1545]
ajax-price: £7 : 10 : 0 bbox=[332, 1179, 404, 1199]
staples-glass: Good Glass of Beer bbox=[68, 1452, 143, 1463]
card-body: ARCHITECTS, ACADEMY BUILDINGS, Entrance Church Street, Masterton. bbox=[607, 384, 739, 416]
quality-p: We are noted for quality above all things. That is why we are called the Quality Stores. Every suit we sell bears the Quality Stores mark. The newest of cuts, slit back, full skirt, super trimmings and finish are just a few special points. bbox=[450, 535, 596, 598]
gas-never: Never Used a Gas Cooker, have you? bbox=[34, 1146, 177, 1157]
low-artistic: ARTISTIC SHOP FRONT BUILDER. bbox=[206, 813, 280, 834]
special-item bbox=[294, 997, 442, 1007]
sport-croquet-p: If you prefer a milder form of exercise—one that you can enjoy in the privacy of your own garden, with your own family, let us send you a Croquet set. bbox=[294, 594, 442, 637]
maclean-p: HAVE pleasure in advising their numerous friends and customers that they have been appointed sole agents for the bbox=[450, 867, 596, 899]
contents-item: Page 1—Wanteds, and General Advertisements. bbox=[604, 725, 711, 746]
henderson-trade: JEWELLER AND OPTICIAN, bbox=[78, 641, 226, 654]
linen-item: D'Oyleys bbox=[18, 185, 61, 196]
column-2 bbox=[294, 40, 442, 1545]
newspaper-title: THE WAIRARAPA AGE, WEDNESDAY, DECEMBER 22, 1909. bbox=[268, 10, 839, 29]
gift-item: LADIES' GOLD WATCHES ........ 50/-, 60/-, 70/-, 100/- bbox=[18, 502, 221, 513]
special-item-price: 1/- bbox=[432, 986, 442, 997]
cruick-p: WE HAVE FOR SALE—Fertilisers, Grass Seeds. Winners of Gold Medal for farm seeds Masterton A. and P. Association, 1909. 90 per cent of root crops treated by us were free from blight. We supplied seed and manures for all the prize crops awarded by the Masterton A. and P. Association. bbox=[294, 230, 442, 313]
linen-item: Supper Cloths bbox=[110, 211, 179, 222]
sport-title: SERVICEABLE SPORTING SUPPLIES. bbox=[298, 482, 438, 509]
